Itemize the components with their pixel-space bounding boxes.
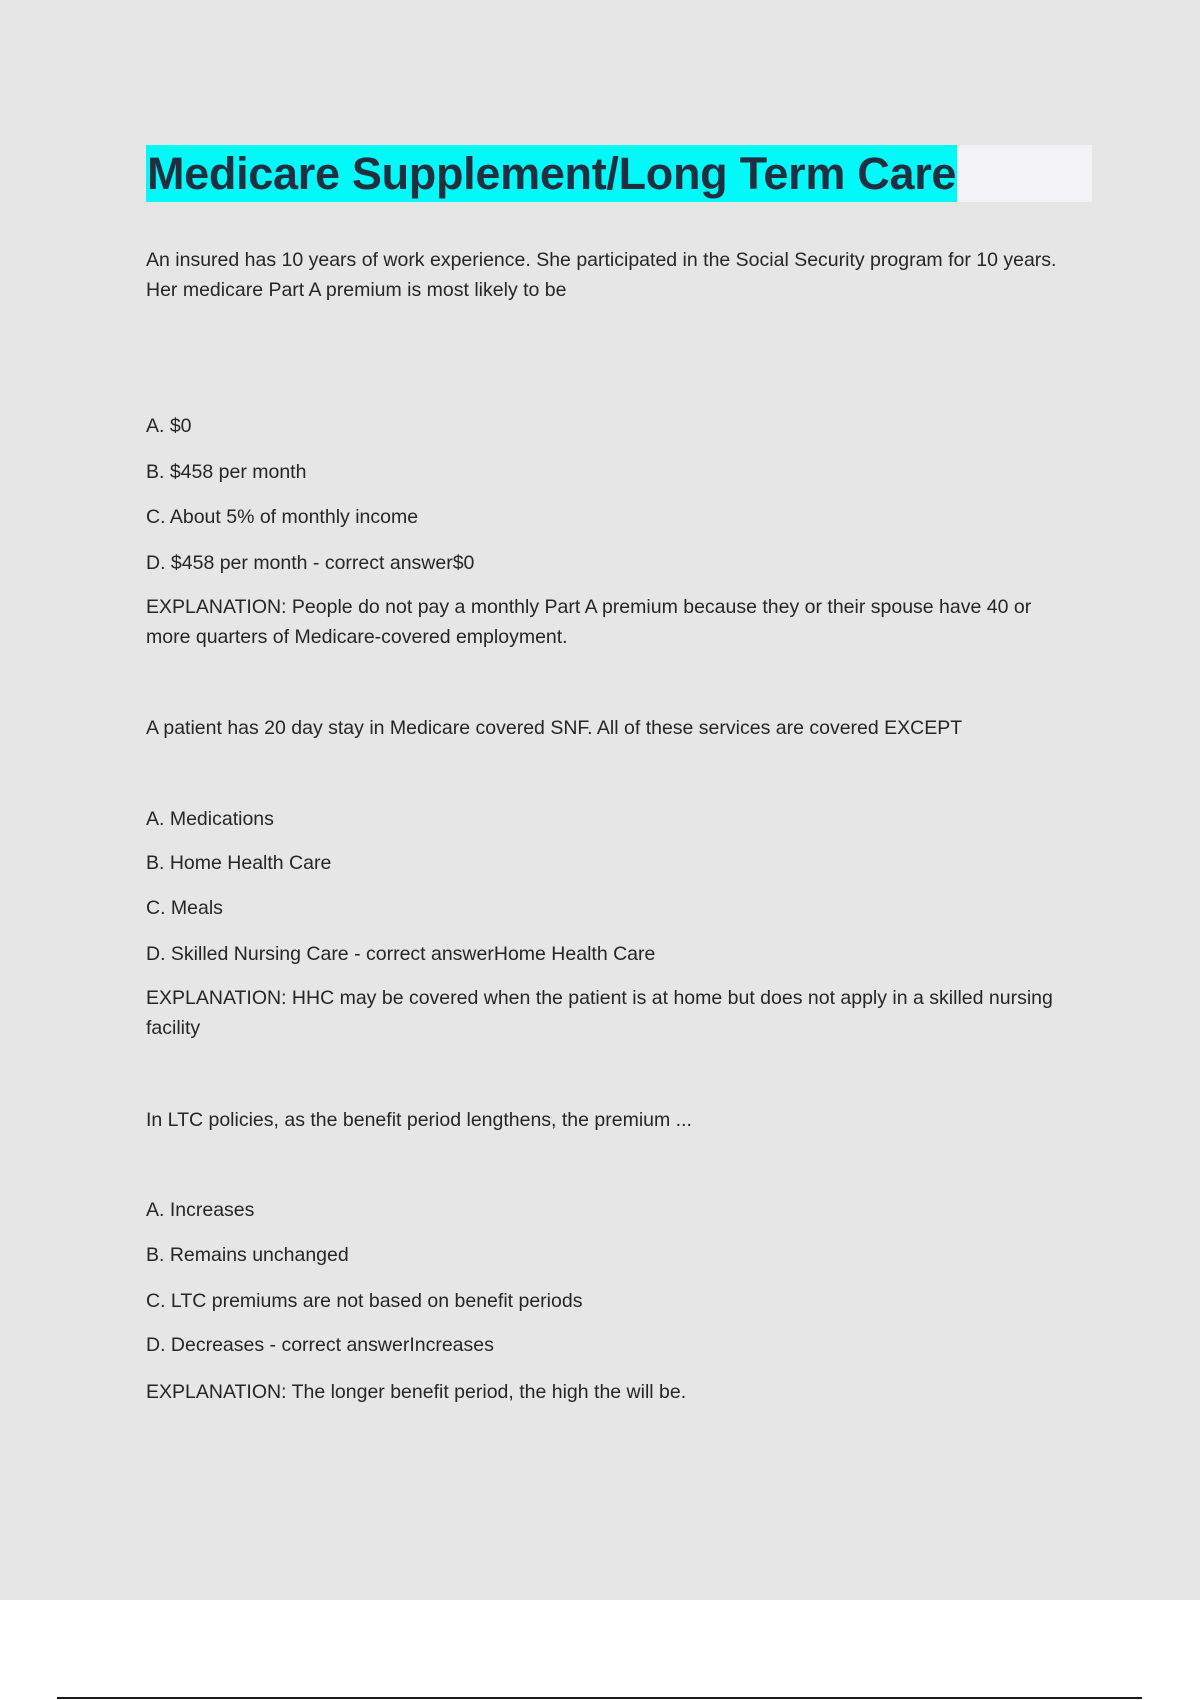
option-text: D. Decreases - correct answerIncreases <box>146 1334 494 1356</box>
title-bar <box>146 145 1092 202</box>
option-text: B. Home Health Care <box>146 852 332 874</box>
question-block-2 <box>146 713 1092 743</box>
question-1-option-c <box>146 502 1092 532</box>
question-2-option-d <box>146 939 1092 969</box>
option-text: B. Remains unchanged <box>146 1244 349 1266</box>
question-3-option-c <box>146 1286 1092 1316</box>
question-1-explanation <box>146 592 1092 652</box>
question-3-option-a <box>146 1195 1092 1225</box>
question-1-option-a <box>146 411 1092 441</box>
question-3-option-d <box>146 1330 1092 1360</box>
option-text: A. Increases <box>146 1199 255 1221</box>
question-2-option-c <box>146 893 1092 923</box>
question-2-prompt-line-1: A patient has 20 day stay in Medicare covered SNF. All of these services are covered EXCEPT <box>146 717 963 739</box>
footer-divider <box>57 1697 1142 1699</box>
question-3-explanation <box>146 1377 1092 1407</box>
page-title: Medicare Supplement/Long Term Care <box>147 148 957 199</box>
option-text: D. Skilled Nursing Care - correct answerHome Health Care <box>146 943 656 965</box>
title-highlight <box>146 145 957 202</box>
question-block-3 <box>146 1105 1092 1135</box>
explanation-line-1: EXPLANATION: HHC may be covered when the patient is at home but does not apply in a skilled nursing <box>146 987 1053 1009</box>
question-1-option-d <box>146 548 1092 578</box>
question-3-option-b <box>146 1240 1092 1270</box>
explanation-line-1: EXPLANATION: The longer benefit period, the high the will be. <box>146 1381 687 1403</box>
option-text: B. $458 per month <box>146 461 307 483</box>
explanation-line-2: facility <box>146 1017 201 1039</box>
question-3-prompt-line-1: In LTC policies, as the benefit period lengthens, the premium ... <box>146 1109 692 1131</box>
question-1-option-b <box>146 457 1092 487</box>
question-1-prompt-line-2: Her medicare Part A premium is most likely to be <box>146 279 567 301</box>
option-text: A. Medications <box>146 808 274 830</box>
question-1-prompt-line-1: An insured has 10 years of work experience. She participated in the Social Security program for 10 years. <box>146 249 1057 271</box>
option-text: C. About 5% of monthly income <box>146 506 419 528</box>
question-2-option-a <box>146 804 1092 834</box>
option-text: C. LTC premiums are not based on benefit periods <box>146 1290 583 1312</box>
option-text: C. Meals <box>146 897 223 919</box>
option-text: A. $0 <box>146 415 192 437</box>
question-2-explanation <box>146 983 1092 1043</box>
option-text: D. $458 per month - correct answer$0 <box>146 552 475 574</box>
question-block-1 <box>146 245 1092 305</box>
document-content <box>146 145 1092 1403</box>
explanation-line-2: more quarters of Medicare-covered employment. <box>146 626 568 648</box>
question-2-option-b <box>146 848 1092 878</box>
explanation-line-1: EXPLANATION: People do not pay a monthly Part A premium because they or their spouse have 40 or <box>146 596 1032 618</box>
